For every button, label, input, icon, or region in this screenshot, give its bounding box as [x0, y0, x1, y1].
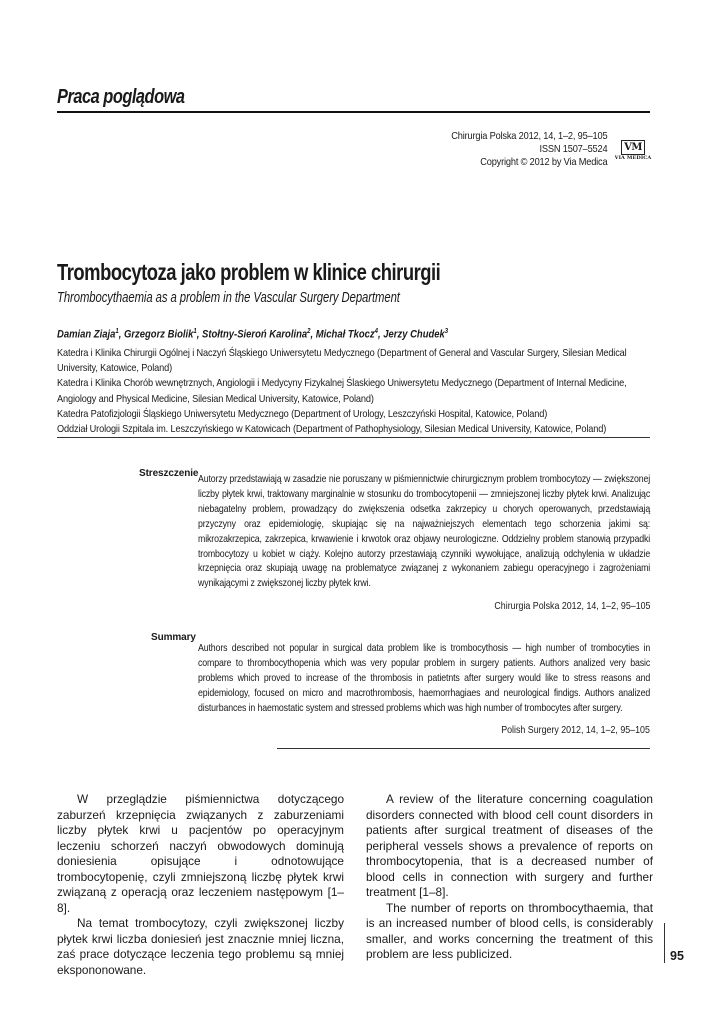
- affiliation-list: [57, 346, 652, 437]
- article-title-en: Thrombocythaemia as a problem in the Vascular Surgery Department: [57, 290, 400, 306]
- author-affiliation-number: 4: [374, 328, 379, 335]
- body-paragraph: Na temat trombocytozy, czyli zwiększonej liczby płytek krwi liczba doniesień jest znacznie mniej liczna, zaś prace dotyczące leczenia tego problemu są mniej ekspononowane.: [57, 916, 344, 977]
- page-number-rule: [664, 923, 665, 963]
- author-separator: ,: [378, 328, 384, 341]
- via-medica-logo-text: VIA MEDICA: [614, 155, 652, 161]
- affiliation: Oddział Urologii Szpitala im. Leszczyńskiego w Katowicach (Department of Pathophysiology, Silesian Medical University, Katowice, Poland): [57, 423, 607, 436]
- abstract-en-paragraph: Authors described not popular in surgical data problem like is trombocythosis — high number of trombocyties in compare to thrombocythopenia which was very popular problem in surgery patients. Authors analized very basic problems which proved to increase of the thrombosis in patietnts after surgery would like to stress reasons and epidemiology, focused on micro and macrothrombosis, haemorrhagiaes and neurological findigs. Authors analized disturbances in haemostatic system and stressed problems which was high number of trombocytes after surgery.: [198, 643, 651, 714]
- author-affiliation-number: 3: [444, 328, 449, 335]
- section-title: Praca poglądowa: [57, 86, 185, 108]
- page-number: 95: [670, 949, 684, 963]
- affiliation: Katedra i Klinika Chirurgii Ogólnej i Naczyń Śląskiego Uniwersytetu Medycznego (Department of General and Vascular Surgery, Silesian Medical University, Katowice, Poland): [57, 347, 627, 375]
- abstract-pl-paragraph: Autorzy przedstawiają w zasadzie nie poruszany w piśmiennictwie chirurgicznym problem trombocytozy — zwiększonej liczby płytek krwi, traktowany marginalnie w stosunku do trombocytopenii — zmniejszonej liczby płytek krwi. Analizując niebagatelny problem, prowadzący do zwiększenia odsetka zakrzepicy u chorych operowanych, przedstawiają przyczyny oraz epidemiologię, skupiając się na najważniejszych elementach tego schorzenia jakimi są: mikrozakrzepica, zakrzepica, krwawienie i krwotok oraz objawy neurologiczne. Oddzielny problem stanowią przypadki trombocytozy u kobiet w ciąży. Kolejno autorzy przestawiają czynniki wywołujące, analizują odchylenia w układzie krzepnięcia oraz skupiają uwagę na problematyce związanej z wykonaniem zabiegu operacyjnego i zagrożeniami wynikającymi z zwiększonej liczby płytek krwi.: [198, 474, 651, 590]
- affiliation: Katedra Patofizjologii Śląskiego Uniwersytetu Medycznego (Department of Urology, Leszczyński Hospital, Katowice, Poland): [57, 407, 548, 420]
- journal-info: [430, 130, 607, 169]
- via-medica-logo: [613, 140, 653, 164]
- body-paragraph: W przeglądzie piśmiennictwa dotyczącego zaburzeń krzepnięcia związanych z zaburzeniami liczby płytek krwi u pacjentów po operacyjnym leczeniu schorzeń naczyń obwodowych dominują doniesienia opisujące i odnotowujące trombocytopenię, czyli zmniejszoną liczbę płytek krwi związaną z operacją oraz leczeniem następowym [1–8].: [57, 792, 344, 915]
- author-name: Grzegorz Biolik: [123, 328, 194, 341]
- author-affiliation-number: 2: [307, 328, 311, 335]
- author-separator: ,: [196, 328, 203, 341]
- body-paragraph: A review of the literature concerning coagulation disorders connected with blood cell count disorders in patients after surgical treatment of diseases of the peripheral vessels shows a prevalence of reports on thrombocytopenia, that is a decreased number of blood cells in connection with surgery and further treatment [1–8].: [366, 792, 653, 899]
- body-paragraph: The number of reports on thrombocythaemia, that is an increased number of blood cells, is considerably smaller, and works concerning the treatment of this problem are less publicized.: [366, 900, 653, 961]
- article-title-pl: Trombocytoza jako problem w klinice chirurgii: [57, 259, 441, 285]
- abstract-pl-citation: Chirurgia Polska 2012, 14, 1–2, 95–105: [493, 601, 650, 612]
- journal-issn: ISSN 1507–5524: [539, 143, 607, 155]
- author-affiliation-number: 1: [193, 328, 197, 335]
- author-name: Damian Ziaja: [57, 328, 116, 341]
- via-medica-logo-mark: VM: [621, 140, 645, 155]
- author-list: [57, 328, 448, 341]
- author-name: Michał Tkocz: [315, 328, 375, 341]
- abstract-divider: [277, 748, 650, 749]
- author-separator: ,: [118, 328, 124, 341]
- abstract-en-text: [198, 642, 650, 717]
- top-rule: [57, 111, 650, 113]
- journal-copyright: Copyright © 2012 by Via Medica: [479, 156, 607, 168]
- body-column-pl: [57, 792, 344, 978]
- abstract-en-citation: Polish Surgery 2012, 14, 1–2, 95–105: [501, 725, 650, 736]
- author-affiliation-number: 1: [115, 328, 119, 335]
- affiliation: Katedra i Klinika Chorób wewnętrznych, Angiologii i Medycyny Fizykalnej Ślaskiego Uniwersytetu Medycznego (Department of Internal Medicine, Angiology and Physical Medicine, Silesian Medical University, Katowice, Poland): [57, 377, 627, 405]
- abstract-en-heading: Summary: [151, 632, 196, 643]
- body-column-en: [366, 792, 653, 963]
- author-separator: ,: [310, 328, 316, 341]
- journal-citation: Chirurgia Polska 2012, 14, 1–2, 95–105: [450, 130, 607, 142]
- abstract-pl-heading: Streszczenie: [139, 468, 199, 479]
- author-name: Stołtny-Sieroń Karolina: [202, 328, 308, 341]
- author-name: Jerzy Chudek: [383, 328, 445, 341]
- abstract-pl-text: [198, 473, 650, 592]
- header-divider: [57, 437, 650, 438]
